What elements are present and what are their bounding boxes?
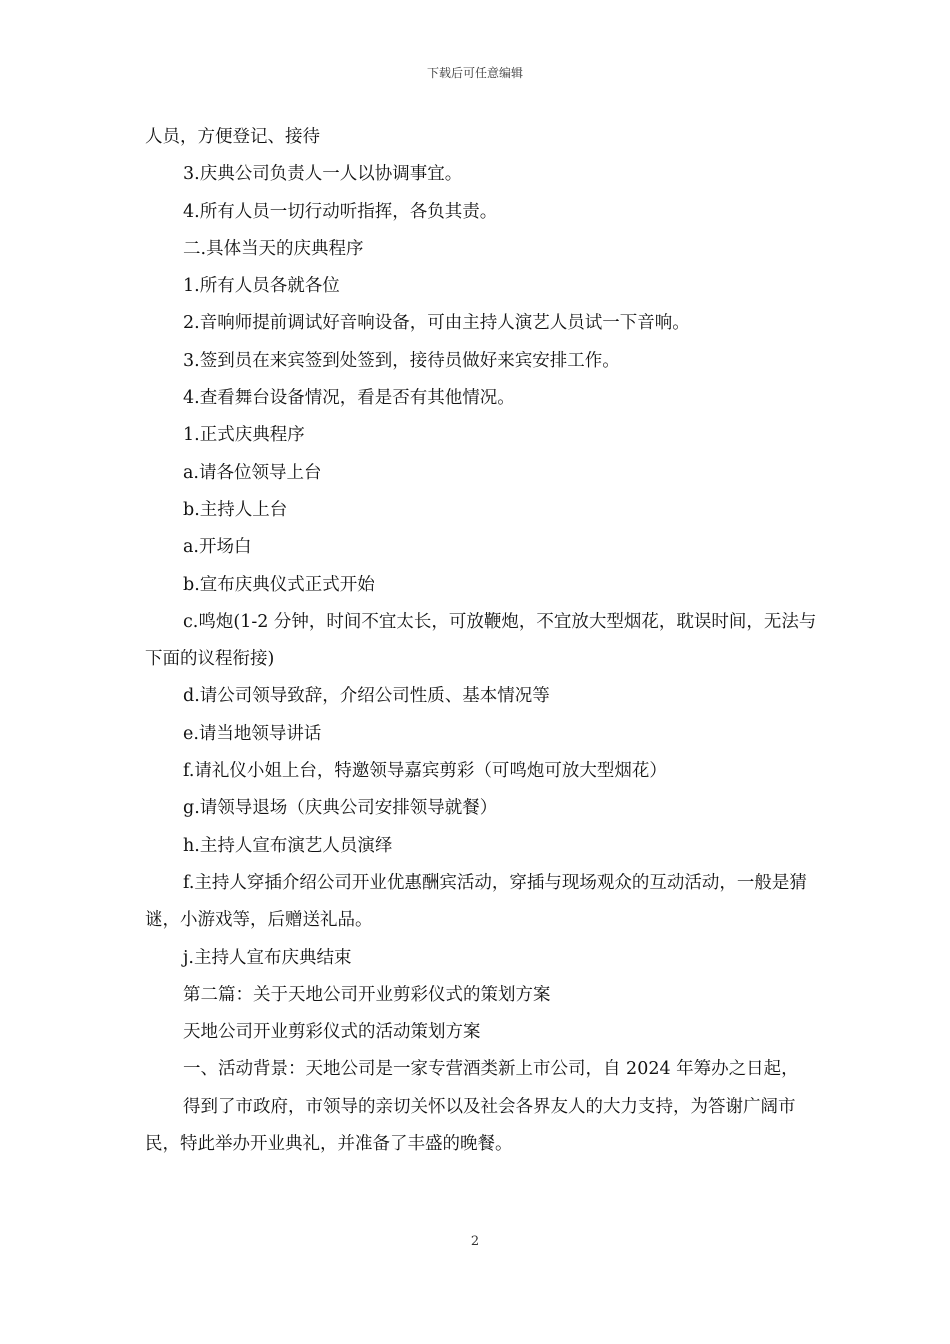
section-subtitle: 天地公司开业剪彩仪式的活动策划方案 bbox=[183, 1022, 481, 1043]
paragraph: a.请各位领导上台 bbox=[183, 462, 322, 483]
paragraph: 2.音响师提前调试好音响设备，可由主持人演艺人员试一下音响。 bbox=[183, 313, 690, 334]
section-heading: 1.正式庆典程序 bbox=[183, 425, 305, 446]
paragraph: 4.所有人员一切行动听指挥，各负其责。 bbox=[183, 201, 498, 222]
paragraph: j.主持人宣布庆典结束 bbox=[183, 947, 352, 968]
paragraph: 4.查看舞台设备情况，看是否有其他情况。 bbox=[183, 388, 515, 409]
section-heading: 二.具体当天的庆典程序 bbox=[183, 238, 364, 259]
document-body bbox=[145, 119, 817, 1163]
paragraph: 3.签到员在来宾签到处签到，接待员做好来宾安排工作。 bbox=[183, 350, 620, 371]
paragraph: b.主持人上台 bbox=[183, 499, 288, 520]
paragraph: f.主持人穿插介绍公司开业优惠酬宾活动，穿插与现场观众的互动活动，一般是猜谜，小游戏等，后赠送礼品。 bbox=[145, 872, 807, 931]
paragraph: d.请公司领导致辞，介绍公司性质、基本情况等 bbox=[183, 686, 550, 707]
paragraph: 得到了市政府，市领导的亲切关怀以及社会各界友人的大力支持，为答谢广阔市民，特此举办开业典礼，并准备了丰盛的晚餐。 bbox=[145, 1096, 796, 1155]
paragraph: h.主持人宣布演艺人员演绎 bbox=[183, 835, 393, 856]
page-header: 下载后可任意编辑 bbox=[426, 66, 523, 80]
paragraph: f.请礼仪小姐上台，特邀领导嘉宾剪彩（可鸣炮可放大型烟花） bbox=[183, 761, 667, 782]
paragraph: b.宣布庆典仪式正式开始 bbox=[183, 574, 375, 595]
paragraph: a.开场白 bbox=[183, 537, 252, 558]
paragraph: 人员，方便登记、接待 bbox=[145, 127, 320, 147]
paragraph: c.鸣炮(1-2 分钟，时间不宜太长，可放鞭炮，不宜放大型烟花，耽误时间，无法与下面的议程衔接) bbox=[145, 611, 817, 670]
paragraph: g.请领导退场（庆典公司安排领导就餐） bbox=[183, 798, 498, 819]
paragraph: 3.庆典公司负责人一人以协调事宜。 bbox=[183, 164, 463, 185]
section-title: 第二篇：关于天地公司开业剪彩仪式的策划方案 bbox=[183, 984, 551, 1005]
page-number: 2 bbox=[470, 1234, 480, 1249]
paragraph: 1.所有人员各就各位 bbox=[183, 276, 340, 297]
paragraph: 一、活动背景：天地公司是一家专营酒类新上市公司，自 2024 年筹办之日起， bbox=[183, 1059, 799, 1080]
paragraph: e.请当地领导讲话 bbox=[183, 723, 322, 744]
